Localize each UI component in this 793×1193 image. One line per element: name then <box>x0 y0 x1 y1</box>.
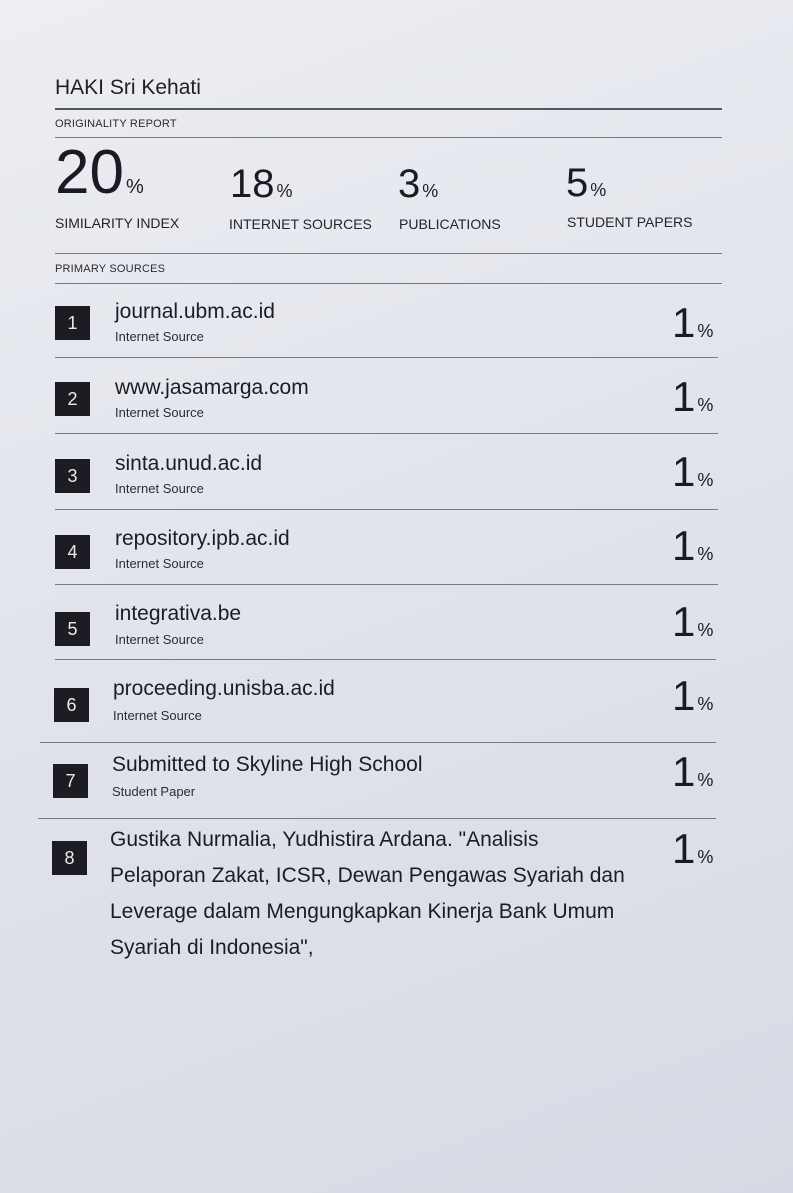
source-name: integrativa.be <box>115 602 242 625</box>
source-type: Internet Source <box>113 708 202 723</box>
similarity-index-unit: % <box>125 176 144 198</box>
primary-sources-label: PRIMARY SOURCES <box>55 263 166 275</box>
student-papers-label: STUDENT PAPERS <box>567 214 693 230</box>
student-papers-unit: % <box>590 180 607 200</box>
source-percent-value: 1 <box>672 748 696 795</box>
source-divider <box>55 433 718 434</box>
source-rank-badge: 6 <box>54 688 89 722</box>
stats-divider <box>55 253 722 254</box>
source-divider <box>55 509 718 510</box>
similarity-index-value: 20 <box>55 138 124 207</box>
publications-value: 3 <box>398 162 421 206</box>
source-name: repository.ipb.ac.id <box>115 527 290 550</box>
source-percent-value: 1 <box>672 299 696 346</box>
source-divider <box>55 357 718 358</box>
source-type: Internet Source <box>115 556 204 571</box>
source-type: Internet Source <box>115 632 204 647</box>
source-name: www.jasamarga.com <box>115 376 309 399</box>
source-percent-unit: % <box>697 770 714 790</box>
source-percent-unit: % <box>697 620 714 640</box>
source-percent-value: 1 <box>672 522 696 569</box>
source-divider <box>55 584 718 585</box>
internet-sources-unit: % <box>276 181 293 201</box>
originality-divider <box>55 137 722 138</box>
source-percent-value: 1 <box>672 448 696 495</box>
source-name: Submitted to Skyline High School <box>112 753 423 776</box>
source-percent <box>672 825 714 872</box>
source-rank-badge: 5 <box>55 612 90 646</box>
source-percent-value: 1 <box>672 373 696 420</box>
source-percent <box>672 522 714 569</box>
source-type: Student Paper <box>112 784 196 799</box>
publications-label: PUBLICATIONS <box>399 216 501 232</box>
internet-sources-value: 18 <box>230 162 275 206</box>
source-percent-value: 1 <box>672 598 696 645</box>
source-percent-unit: % <box>697 694 714 714</box>
originality-report-label: ORIGINALITY REPORT <box>55 118 177 130</box>
student-papers-stat <box>566 163 606 203</box>
source-percent-unit: % <box>697 470 714 490</box>
source-percent-unit: % <box>697 544 714 564</box>
source-divider <box>38 818 716 819</box>
publications-stat <box>398 164 438 204</box>
source-name: Gustika Nurmalia, Yudhistira Ardana. "Analisis Pelaporan Zakat, ICSR, Dewan Pengawas Syariah dan Leverage dalam Mengungkapkan Kinerja Bank Umum Syariah di Indonesia", <box>110 828 625 959</box>
source-type: Internet Source <box>115 329 204 344</box>
source-rank-badge: 3 <box>55 459 90 493</box>
source-type: Internet Source <box>115 481 204 496</box>
primary-sources-divider <box>55 283 722 284</box>
source-percent-unit: % <box>697 321 714 341</box>
source-percent <box>672 373 714 420</box>
source-rank-badge: 2 <box>55 382 90 416</box>
source-name: journal.ubm.ac.id <box>115 300 275 323</box>
source-rank-badge: 8 <box>52 841 87 875</box>
source-rank-badge: 1 <box>55 306 90 340</box>
publications-unit: % <box>422 181 439 201</box>
source-type: Internet Source <box>115 405 204 420</box>
similarity-index-label: SIMILARITY INDEX <box>55 215 180 231</box>
title-divider <box>55 108 722 110</box>
source-percent-value: 1 <box>672 825 696 872</box>
source-name: proceeding.unisba.ac.id <box>113 677 335 700</box>
source-percent-unit: % <box>697 847 714 867</box>
source-percent <box>672 672 714 719</box>
source-name: sinta.unud.ac.id <box>115 452 263 475</box>
source-divider <box>55 659 716 660</box>
source-percent <box>672 598 714 645</box>
source-percent <box>672 448 714 495</box>
internet-sources-label: INTERNET SOURCES <box>229 216 372 232</box>
source-percent-value: 1 <box>672 672 696 719</box>
source-rank-badge: 7 <box>53 764 88 798</box>
report-title: HAKI Sri Kehati <box>55 76 201 99</box>
source-percent-unit: % <box>697 395 714 415</box>
student-papers-value: 5 <box>566 161 589 205</box>
internet-sources-stat <box>230 164 293 204</box>
source-rank-badge: 4 <box>55 535 90 569</box>
source-percent <box>672 299 714 346</box>
similarity-index-stat <box>55 138 144 207</box>
source-percent <box>672 748 714 795</box>
source-divider <box>40 742 716 743</box>
